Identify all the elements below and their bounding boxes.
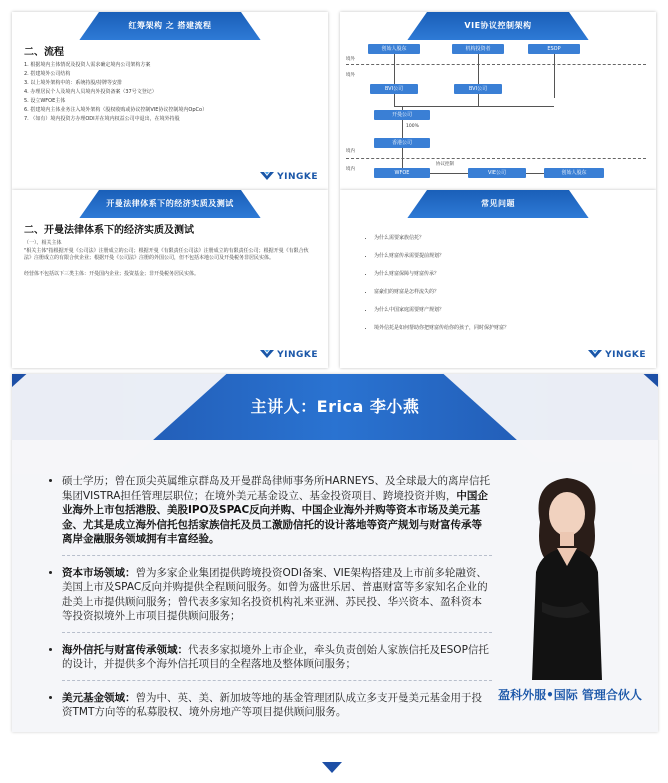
connector: [402, 120, 403, 138]
list-item: 1. 根据境内主体情况及投资人需求确定境内公司架构方案: [24, 62, 151, 68]
box-founder-domestic: 创始人股东: [544, 168, 604, 178]
label-domestic: 境内: [346, 149, 355, 154]
slide-faq: [340, 190, 656, 368]
slide-heading: 二、开曼法律体系下的经济实质及测试: [24, 225, 194, 236]
connector: [394, 106, 554, 107]
list-item: 4. 办理居民个人及境内人员境内外投资备案（37号文登记）: [24, 89, 157, 95]
connector: [526, 173, 544, 174]
bio-text: 硕士学历；曾在顶尖英属维京群岛及开曼群岛律师事务所HARNEYS、及全球最大的离岸信托集团VISTRA担任管理层职位；在境外美元基金设立、基金投资项目、跨境投资并购，: [62, 475, 490, 502]
slide-banner: [12, 190, 328, 218]
speaker-profile: [12, 374, 658, 732]
list-item: 3. 以上境外架构中的：系统持股/持牌等安排: [24, 80, 123, 86]
bio-lead: 美元基金领域：: [62, 691, 136, 704]
speaker-caption: 盈科外服•国际 管理合伙人: [498, 688, 642, 702]
slide-title: VIE协议控制架构: [464, 21, 532, 30]
slide-economic-substance: [12, 190, 328, 368]
list-item: 2. 搭建境外公司结构: [24, 71, 71, 77]
yingke-logo: [260, 350, 318, 360]
list-item: • 富豪们的财富是怎样流失的？: [374, 288, 644, 297]
bio-lead: 资本市场领域：: [62, 566, 136, 579]
connector: [478, 54, 479, 84]
slide-title: 常见问题: [481, 199, 515, 208]
speaker-bio-list: [48, 474, 492, 730]
slide-vie-structure: [340, 12, 656, 190]
speaker-photo: [502, 462, 632, 680]
paragraph: "相关主体"指根据开曼《公司法》注册成立的公司；根据开曼《有限责任公司法》注册成立的有限责任公司；根据开曼《有限合伙法》注册成立的有限合伙企业；根据开曼《公司法》注册的外国公司，但不包括本地公司及开曼税务非居民实体。: [24, 248, 309, 261]
connector: [394, 94, 395, 106]
slide-banner: [340, 190, 656, 218]
bio-item: [62, 566, 492, 633]
label-pct: 100%: [406, 124, 419, 129]
logo-text: YINGKE: [277, 350, 318, 360]
label-overseas: 境外: [346, 57, 355, 62]
list-item: 7. （如有）境内投资方办理ODI并在境内权益公司中退出，在境外持股: [24, 116, 180, 122]
connector: [394, 54, 395, 84]
list-item: 5. 设立WFOE主体: [24, 98, 66, 104]
slide-content: [24, 48, 316, 124]
box-founder: 创始人股东: [368, 44, 420, 54]
bio-text: 代表多家拟境外上市企业，牵头负责创始人家族信托及ESOP信托的设计，并提供多个海外信托项目的全程落地及整体顾问服务；: [62, 643, 489, 670]
box-hk: 香港公司: [374, 138, 430, 148]
label-overseas: 境外: [346, 73, 355, 78]
arrow-down-icon: [322, 762, 342, 773]
slide-setup-process: [12, 12, 328, 190]
list-item: • 为什么需要家族信托？: [374, 234, 644, 243]
divider-line: [346, 64, 646, 65]
bio-text: 曾为多家企业集团提供跨境投资ODI备案、VIE架构搭建及上市前多轮融资、美国上市及SPAC反向并购提供全程顾问服务。如曾为盛世乐居、普惠财富等多家知名企业的赴美上市提供顾问服务；曾代表多家知名投资机构礼来亚洲、苏民投、华兴资本、盈科资本等投资拟境外上市项目提供顾问服务；: [62, 566, 488, 622]
divider-line: [346, 158, 646, 159]
list-item: • 为什么中国家庭需要财产规划？: [374, 306, 644, 315]
yingke-logo: [260, 172, 318, 182]
box-investor: 机构投资者: [452, 44, 504, 54]
yingke-logo-icon: [260, 172, 274, 182]
slide-banner: [12, 12, 328, 40]
list-item: • 为什么财富传承需要提前规划？: [374, 252, 644, 261]
slide-content: [364, 234, 644, 342]
speaker-banner: [12, 374, 658, 440]
slide-heading: 二、流程: [24, 47, 64, 58]
label-domestic: 境内: [346, 167, 355, 172]
yingke-logo: [588, 350, 646, 360]
box-wfoe: WFOE: [374, 168, 430, 178]
bio-item: [62, 474, 492, 556]
box-cayman: 开曼公司: [374, 110, 430, 120]
list-item: • 境外信托是如何帮助你把财富传给你的孩子，同时保护财富？: [374, 324, 644, 333]
yingke-logo-icon: [260, 350, 274, 360]
label-agreement: 协议控制: [436, 162, 454, 167]
yingke-logo-icon: [588, 350, 602, 360]
box-bvi-1: BVI公司: [370, 84, 418, 94]
connector: [478, 94, 479, 106]
bio-text: 曾为中、英、美、新加坡等地的基金管理团队成立多支开曼美元基金用于投资TMT方向等的私募股权、境外房地产等项目提供顾问服务。: [62, 691, 482, 718]
box-esop: ESOP: [528, 44, 580, 54]
list-item: 6. 搭建境内主体业务注入境外架构（股权收购或协议控制VIE协议控制境内OpCo）: [24, 107, 208, 113]
slide-content: [24, 226, 316, 279]
logo-text: YINGKE: [277, 172, 318, 182]
slide-title: 红筹架构 之 搭建流程: [128, 21, 212, 30]
note: 经营体不包括以下三类主体：开曼国内企业；投资基金；非开曼税务居民实体。: [24, 271, 200, 277]
speaker-title: 主讲人：Erica 李小燕: [250, 397, 420, 416]
box-bvi-2: BVI公司: [454, 84, 502, 94]
bio-lead: 海外信托与财富传承领域：: [62, 643, 188, 656]
bio-item: [62, 643, 492, 681]
box-vie: VIE公司: [468, 168, 526, 178]
connector: [430, 173, 468, 174]
bio-bold: 中国企业海外上市包括港股、美股IPO及SPAC反向并购、中国企业海外并购等资本市场及美元基金、尤其是成立海外信托包括家族信托及员工激励信托的设计落地等资产规划与财富传承等离岸金融服务领域拥有丰富经验。: [62, 489, 488, 545]
connector: [554, 54, 555, 98]
slide-title: 开曼法律体系下的经济实质及测试: [106, 199, 234, 208]
list-item: • 为什么财富保障与财富传承？: [374, 270, 644, 279]
sub-heading: （一）、相关主体: [24, 240, 62, 246]
slide-banner: [340, 12, 656, 40]
bio-item: [62, 691, 492, 720]
logo-text: YINGKE: [605, 350, 646, 360]
